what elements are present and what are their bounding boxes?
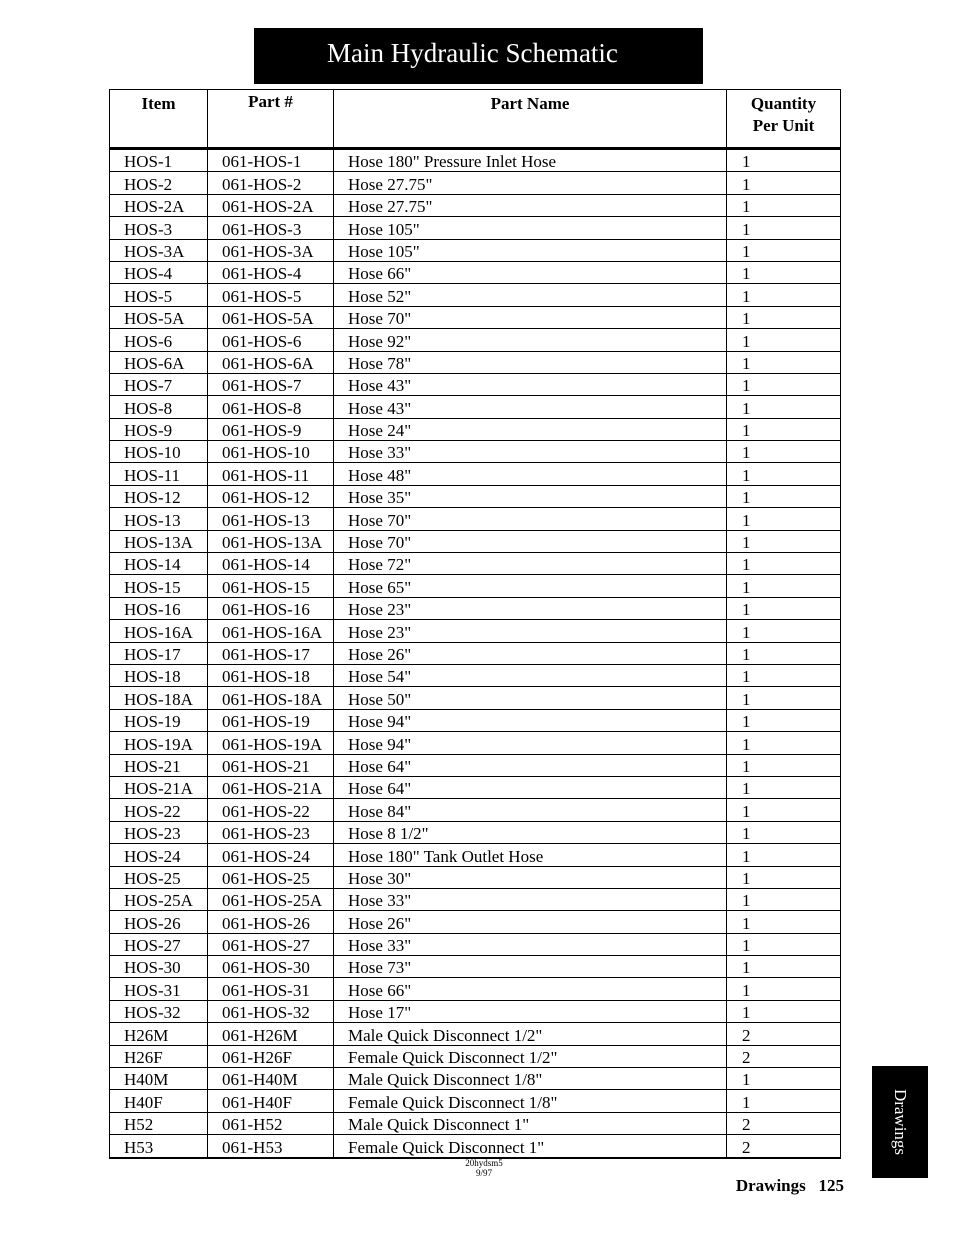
cell-part-number: 061-HOS-2A <box>208 194 334 216</box>
cell-part-number: 061-HOS-19 <box>208 709 334 731</box>
cell-part-name: Hose 50" <box>334 687 727 709</box>
cell-part-name: Hose 70" <box>334 530 727 552</box>
table-row <box>110 799 841 821</box>
cell-part-number: 061-HOS-3 <box>208 217 334 239</box>
cell-part-number: 061-H53 <box>208 1135 334 1158</box>
table-row <box>110 441 841 463</box>
table-row <box>110 553 841 575</box>
table-row <box>110 754 841 776</box>
table-row <box>110 664 841 686</box>
cell-item: HOS-19 <box>110 709 208 731</box>
cell-part-number: 061-HOS-12 <box>208 485 334 507</box>
cell-item: HOS-12 <box>110 485 208 507</box>
cell-part-number: 061-HOS-18 <box>208 664 334 686</box>
table-row <box>110 239 841 261</box>
table-row <box>110 508 841 530</box>
table-row <box>110 687 841 709</box>
cell-quantity: 1 <box>727 441 841 463</box>
cell-quantity: 1 <box>727 373 841 395</box>
cell-quantity: 1 <box>727 597 841 619</box>
cell-part-number: 061-HOS-5 <box>208 284 334 306</box>
table-row <box>110 597 841 619</box>
cell-part-number: 061-HOS-21A <box>208 776 334 798</box>
cell-part-name: Hose 23" <box>334 597 727 619</box>
cell-quantity: 1 <box>727 172 841 194</box>
cell-item: HOS-13A <box>110 530 208 552</box>
cell-part-number: 061-HOS-4 <box>208 261 334 283</box>
table-row <box>110 396 841 418</box>
header-quantity-line2: Per Unit <box>752 116 815 135</box>
cell-item: HOS-21A <box>110 776 208 798</box>
table-row <box>110 866 841 888</box>
cell-part-name: Hose 17" <box>334 1000 727 1022</box>
cell-quantity: 1 <box>727 911 841 933</box>
cell-part-name: Hose 65" <box>334 575 727 597</box>
cell-part-name: Hose 94" <box>334 709 727 731</box>
cell-part-name: Hose 72" <box>334 553 727 575</box>
cell-quantity: 1 <box>727 306 841 328</box>
cell-part-number: 061-HOS-13 <box>208 508 334 530</box>
cell-quantity: 1 <box>727 844 841 866</box>
cell-item: HOS-19A <box>110 732 208 754</box>
cell-part-number: 061-HOS-10 <box>208 441 334 463</box>
cell-quantity: 1 <box>727 239 841 261</box>
table-row <box>110 1068 841 1090</box>
cell-quantity: 2 <box>727 1023 841 1045</box>
cell-item: HOS-26 <box>110 911 208 933</box>
cell-part-number: 061-HOS-24 <box>208 844 334 866</box>
cell-part-name: Hose 78" <box>334 351 727 373</box>
table-row <box>110 351 841 373</box>
cell-item: H26M <box>110 1023 208 1045</box>
cell-part-name: Hose 66" <box>334 261 727 283</box>
cell-part-number: 061-HOS-16 <box>208 597 334 619</box>
cell-quantity: 1 <box>727 933 841 955</box>
cell-quantity: 1 <box>727 866 841 888</box>
cell-item: HOS-25 <box>110 866 208 888</box>
table-row <box>110 530 841 552</box>
cell-part-number: 061-HOS-19A <box>208 732 334 754</box>
cell-part-name: Hose 180" Pressure Inlet Hose <box>334 149 727 172</box>
cell-part-number: 061-HOS-6 <box>208 329 334 351</box>
cell-item: HOS-10 <box>110 441 208 463</box>
cell-quantity: 1 <box>727 776 841 798</box>
cell-part-name: Hose 35" <box>334 485 727 507</box>
page-title <box>254 28 703 84</box>
cell-part-number: 061-HOS-16A <box>208 620 334 642</box>
cell-part-number: 061-H26M <box>208 1023 334 1045</box>
cell-quantity: 1 <box>727 642 841 664</box>
cell-item: HOS-5 <box>110 284 208 306</box>
cell-part-name: Hose 70" <box>334 306 727 328</box>
cell-part-number: 061-HOS-5A <box>208 306 334 328</box>
cell-item: HOS-21 <box>110 754 208 776</box>
table-row <box>110 149 841 172</box>
cell-part-name: Hose 105" <box>334 239 727 261</box>
cell-part-name: Female Quick Disconnect 1/2" <box>334 1045 727 1067</box>
cell-part-number: 061-HOS-15 <box>208 575 334 597</box>
cell-part-name: Male Quick Disconnect 1/8" <box>334 1068 727 1090</box>
parts-table <box>109 89 841 1159</box>
table-row <box>110 732 841 754</box>
cell-part-number: 061-H52 <box>208 1112 334 1134</box>
table-row <box>110 642 841 664</box>
cell-item: HOS-23 <box>110 821 208 843</box>
cell-item: HOS-31 <box>110 978 208 1000</box>
cell-part-number: 061-HOS-30 <box>208 956 334 978</box>
cell-quantity: 1 <box>727 978 841 1000</box>
cell-quantity: 1 <box>727 620 841 642</box>
cell-part-number: 061-HOS-11 <box>208 463 334 485</box>
table-row <box>110 776 841 798</box>
cell-part-name: Hose 24" <box>334 418 727 440</box>
cell-part-number: 061-HOS-21 <box>208 754 334 776</box>
header-quantity <box>727 90 841 149</box>
page-title-text: Main Hydraulic Schematic <box>327 38 618 68</box>
document-code-id: 20hydsm5 <box>465 1158 503 1168</box>
cell-part-name: Male Quick Disconnect 1/2" <box>334 1023 727 1045</box>
table-row <box>110 306 841 328</box>
table-row <box>110 620 841 642</box>
cell-item: HOS-32 <box>110 1000 208 1022</box>
cell-quantity: 1 <box>727 284 841 306</box>
table-row <box>110 1090 841 1112</box>
cell-part-name: Hose 33" <box>334 933 727 955</box>
cell-quantity: 1 <box>727 1000 841 1022</box>
cell-quantity: 1 <box>727 508 841 530</box>
footer-section-name: Drawings <box>735 1176 806 1195</box>
header-part-name: Part Name <box>334 90 727 149</box>
cell-item: H53 <box>110 1135 208 1158</box>
table-row <box>110 1023 841 1045</box>
cell-part-name: Hose 66" <box>334 978 727 1000</box>
table-row <box>110 172 841 194</box>
header-item: Item <box>110 90 208 149</box>
parts-table-body <box>110 149 841 1158</box>
cell-part-name: Female Quick Disconnect 1" <box>334 1135 727 1158</box>
cell-part-number: 061-H26F <box>208 1045 334 1067</box>
cell-part-name: Hose 26" <box>334 911 727 933</box>
cell-part-name: Hose 73" <box>334 956 727 978</box>
cell-part-name: Hose 84" <box>334 799 727 821</box>
cell-quantity: 1 <box>727 664 841 686</box>
header-quantity-line1: Quantity <box>750 94 817 113</box>
cell-item: HOS-27 <box>110 933 208 955</box>
cell-part-name: Hose 64" <box>334 776 727 798</box>
cell-part-name: Hose 23" <box>334 620 727 642</box>
cell-part-number: 061-HOS-26 <box>208 911 334 933</box>
cell-item: HOS-16A <box>110 620 208 642</box>
table-row <box>110 1045 841 1067</box>
document-code-date: 9/97 <box>475 1168 492 1178</box>
cell-quantity: 1 <box>727 687 841 709</box>
cell-part-name: Hose 33" <box>334 888 727 910</box>
cell-part-number: 061-HOS-9 <box>208 418 334 440</box>
cell-quantity: 1 <box>727 575 841 597</box>
header-part-number <box>208 90 334 149</box>
cell-item: HOS-22 <box>110 799 208 821</box>
cell-quantity: 1 <box>727 821 841 843</box>
table-row <box>110 261 841 283</box>
cell-item: HOS-4 <box>110 261 208 283</box>
cell-part-number: 061-HOS-6A <box>208 351 334 373</box>
cell-quantity: 1 <box>727 463 841 485</box>
cell-part-number: 061-HOS-27 <box>208 933 334 955</box>
cell-item: HOS-3A <box>110 239 208 261</box>
cell-part-number: 061-HOS-23 <box>208 821 334 843</box>
table-row <box>110 888 841 910</box>
table-row <box>110 844 841 866</box>
cell-quantity: 1 <box>727 149 841 172</box>
cell-part-number: 061-HOS-3A <box>208 239 334 261</box>
cell-quantity: 1 <box>727 194 841 216</box>
cell-item: HOS-30 <box>110 956 208 978</box>
table-row <box>110 1000 841 1022</box>
table-row <box>110 329 841 351</box>
table-row <box>110 709 841 731</box>
cell-part-name: Hose 27.75" <box>334 172 727 194</box>
cell-item: HOS-2A <box>110 194 208 216</box>
table-row <box>110 978 841 1000</box>
cell-item: HOS-9 <box>110 418 208 440</box>
cell-item: H26F <box>110 1045 208 1067</box>
table-row <box>110 485 841 507</box>
cell-quantity: 1 <box>727 217 841 239</box>
cell-quantity: 1 <box>727 351 841 373</box>
cell-item: H40M <box>110 1068 208 1090</box>
cell-part-number: 061-HOS-8 <box>208 396 334 418</box>
cell-part-name: Hose 70" <box>334 508 727 530</box>
cell-part-name: Male Quick Disconnect 1" <box>334 1112 727 1134</box>
cell-item: H52 <box>110 1112 208 1134</box>
cell-part-number: 061-H40F <box>208 1090 334 1112</box>
cell-part-name: Hose 54" <box>334 664 727 686</box>
cell-quantity: 1 <box>727 956 841 978</box>
cell-item: HOS-6 <box>110 329 208 351</box>
parts-table-header <box>110 90 841 149</box>
cell-part-name: Hose 64" <box>334 754 727 776</box>
cell-part-number: 061-HOS-22 <box>208 799 334 821</box>
cell-item: HOS-7 <box>110 373 208 395</box>
cell-quantity: 1 <box>727 530 841 552</box>
table-row <box>110 194 841 216</box>
cell-item: HOS-13 <box>110 508 208 530</box>
cell-item: HOS-15 <box>110 575 208 597</box>
cell-part-name: Hose 26" <box>334 642 727 664</box>
cell-part-name: Hose 43" <box>334 396 727 418</box>
cell-quantity: 1 <box>727 553 841 575</box>
cell-item: HOS-6A <box>110 351 208 373</box>
table-row <box>110 373 841 395</box>
cell-part-number: 061-HOS-1 <box>208 149 334 172</box>
cell-quantity: 1 <box>727 261 841 283</box>
parts-table-container <box>109 89 840 1159</box>
cell-quantity: 1 <box>727 418 841 440</box>
table-row <box>110 933 841 955</box>
cell-item: HOS-16 <box>110 597 208 619</box>
table-row <box>110 284 841 306</box>
cell-quantity: 1 <box>727 396 841 418</box>
cell-quantity: 1 <box>727 888 841 910</box>
cell-quantity: 1 <box>727 799 841 821</box>
cell-item: HOS-2 <box>110 172 208 194</box>
table-row <box>110 1112 841 1134</box>
cell-part-name: Hose 33" <box>334 441 727 463</box>
cell-item: HOS-18 <box>110 664 208 686</box>
cell-part-number: 061-H40M <box>208 1068 334 1090</box>
cell-item: HOS-25A <box>110 888 208 910</box>
cell-part-number: 061-HOS-17 <box>208 642 334 664</box>
cell-part-number: 061-HOS-13A <box>208 530 334 552</box>
cell-part-name: Female Quick Disconnect 1/8" <box>334 1090 727 1112</box>
cell-item: HOS-11 <box>110 463 208 485</box>
cell-quantity: 1 <box>727 329 841 351</box>
cell-quantity: 1 <box>727 754 841 776</box>
cell-quantity: 2 <box>727 1045 841 1067</box>
table-row <box>110 956 841 978</box>
cell-part-name: Hose 8 1/2" <box>334 821 727 843</box>
document-code <box>452 1158 516 1178</box>
page-number: 125 <box>818 1176 844 1195</box>
cell-part-name: Hose 92" <box>334 329 727 351</box>
cell-quantity: 2 <box>727 1135 841 1158</box>
cell-item: HOS-18A <box>110 687 208 709</box>
cell-item: HOS-5A <box>110 306 208 328</box>
section-side-tab <box>872 1066 928 1178</box>
table-row <box>110 217 841 239</box>
table-row <box>110 1135 841 1158</box>
header-part-number-label: Part # <box>248 92 293 111</box>
cell-part-number: 061-HOS-7 <box>208 373 334 395</box>
cell-part-number: 061-HOS-31 <box>208 978 334 1000</box>
cell-part-number: 061-HOS-25A <box>208 888 334 910</box>
cell-quantity: 1 <box>727 1068 841 1090</box>
cell-part-number: 061-HOS-25 <box>208 866 334 888</box>
cell-part-name: Hose 52" <box>334 284 727 306</box>
cell-item: HOS-24 <box>110 844 208 866</box>
side-tab-label: Drawings <box>891 1088 910 1156</box>
table-row <box>110 575 841 597</box>
cell-part-name: Hose 94" <box>334 732 727 754</box>
cell-part-number: 061-HOS-14 <box>208 553 334 575</box>
cell-quantity: 1 <box>727 732 841 754</box>
cell-item: HOS-14 <box>110 553 208 575</box>
page-footer <box>700 1176 844 1196</box>
cell-item: H40F <box>110 1090 208 1112</box>
cell-item: HOS-1 <box>110 149 208 172</box>
cell-quantity: 2 <box>727 1112 841 1134</box>
cell-part-number: 061-HOS-18A <box>208 687 334 709</box>
cell-part-name: Hose 27.75" <box>334 194 727 216</box>
cell-part-name: Hose 30" <box>334 866 727 888</box>
cell-quantity: 1 <box>727 709 841 731</box>
cell-quantity: 1 <box>727 485 841 507</box>
cell-part-name: Hose 105" <box>334 217 727 239</box>
cell-part-name: Hose 180" Tank Outlet Hose <box>334 844 727 866</box>
table-row <box>110 821 841 843</box>
cell-item: HOS-17 <box>110 642 208 664</box>
cell-quantity: 1 <box>727 1090 841 1112</box>
cell-item: HOS-8 <box>110 396 208 418</box>
cell-part-name: Hose 43" <box>334 373 727 395</box>
cell-item: HOS-3 <box>110 217 208 239</box>
cell-part-number: 061-HOS-2 <box>208 172 334 194</box>
cell-part-number: 061-HOS-32 <box>208 1000 334 1022</box>
table-row <box>110 463 841 485</box>
cell-part-name: Hose 48" <box>334 463 727 485</box>
table-row <box>110 911 841 933</box>
table-row <box>110 418 841 440</box>
